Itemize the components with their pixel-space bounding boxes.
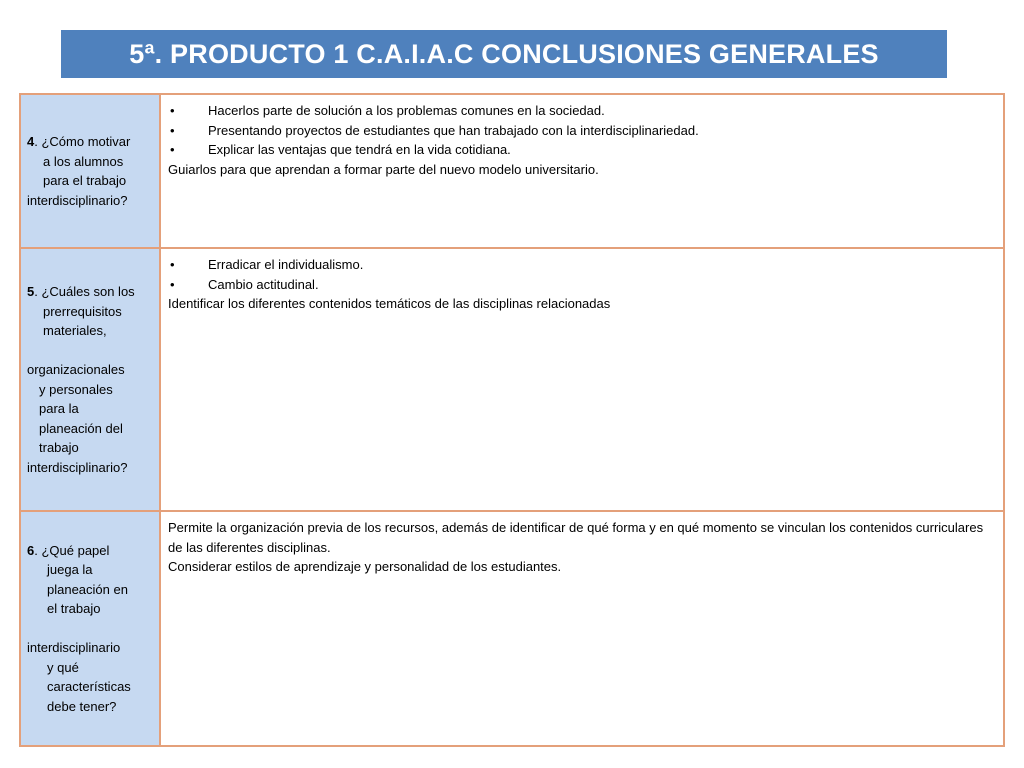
question-line: debe tener?: [47, 698, 117, 714]
question-line: y qué: [47, 659, 79, 675]
bullet-icon: •: [170, 257, 175, 272]
question-line: materiales,: [43, 323, 107, 338]
answer-paragraph: Guiarlos para que aprendan a formar parte del nuevo modelo universitario.: [168, 161, 599, 177]
question-line: trabajo: [39, 440, 79, 455]
question-line: el trabajo: [47, 601, 101, 617]
question-line: ¿Qué papel: [41, 542, 110, 558]
page-title: 5ª. PRODUCTO 1 C.A.I.A.C CONCLUSIONES GENERALES: [61, 30, 947, 78]
list-item: • Cambio actitudinal.: [168, 275, 995, 295]
question-line: características: [47, 679, 131, 695]
question-line: interdisciplinario: [27, 640, 121, 656]
bullet-icon: •: [170, 142, 175, 157]
question-line: prerrequisitos: [43, 303, 122, 319]
question-line: a los alumnos: [43, 153, 124, 169]
answer-paragraph: Considerar estilos de aprendizaje y personalidad de los estudiantes.: [168, 559, 562, 574]
question-number: 4: [27, 134, 35, 149]
list-item: • Hacerlos parte de solución a los problemas comunes en la sociedad.: [168, 101, 995, 121]
answer-cell: [161, 512, 1003, 745]
answer-cell: [161, 95, 1003, 247]
answer-paragraph: Permite la organización previa de los recursos, además de identificar de qué forma y en qué momento se vinculan los contenidos curriculares de las diferentes disciplinas.: [168, 520, 984, 555]
bullet-icon: •: [170, 103, 175, 118]
question-line: planeación del: [39, 420, 123, 436]
list-item: • Erradicar el individualismo.: [168, 255, 995, 275]
question-line: para el trabajo: [43, 173, 127, 188]
question-line: interdisciplinario?: [27, 192, 128, 208]
question-line: para la: [39, 401, 79, 416]
bullet-icon: •: [170, 122, 175, 138]
table-row: [21, 249, 1003, 512]
question-line: planeación en: [47, 581, 128, 597]
question-line: juega la: [47, 562, 93, 578]
question-line: interdisciplinario?: [27, 459, 128, 475]
answer-cell: [161, 249, 1003, 510]
question-line: ¿Cuáles son los: [41, 284, 135, 299]
question-number: 6: [27, 542, 35, 558]
conclusions-table: [19, 93, 1005, 747]
list-item: • Presentando proyectos de estudiantes que han trabajado con la interdisciplinariedad.: [168, 121, 995, 141]
bullet-icon: •: [170, 276, 175, 292]
table-row: [21, 95, 1003, 249]
question-cell: 4. ¿Cómo motivar a los alumnos para el trabajo interdisciplinario?: [21, 95, 161, 247]
list-item: • Explicar las ventajas que tendrá en la vida cotidiana.: [168, 140, 995, 160]
question-cell: 6. ¿Qué papel juega la planeación en el trabajo interdisciplinario y qué características debe tener?: [21, 512, 161, 745]
question-line: y personales: [39, 381, 113, 397]
question-line: ¿Cómo motivar: [41, 134, 131, 149]
table-row: [21, 512, 1003, 745]
answer-paragraph: Identificar los diferentes contenidos temáticos de las disciplinas relacionadas: [168, 296, 611, 311]
question-number: 5: [27, 284, 35, 299]
question-line: organizacionales: [27, 362, 125, 377]
question-cell: 5. ¿Cuáles son los prerrequisitos materiales, organizacionales y personales para la planeación del trabajo interdisciplinario?: [21, 249, 161, 510]
